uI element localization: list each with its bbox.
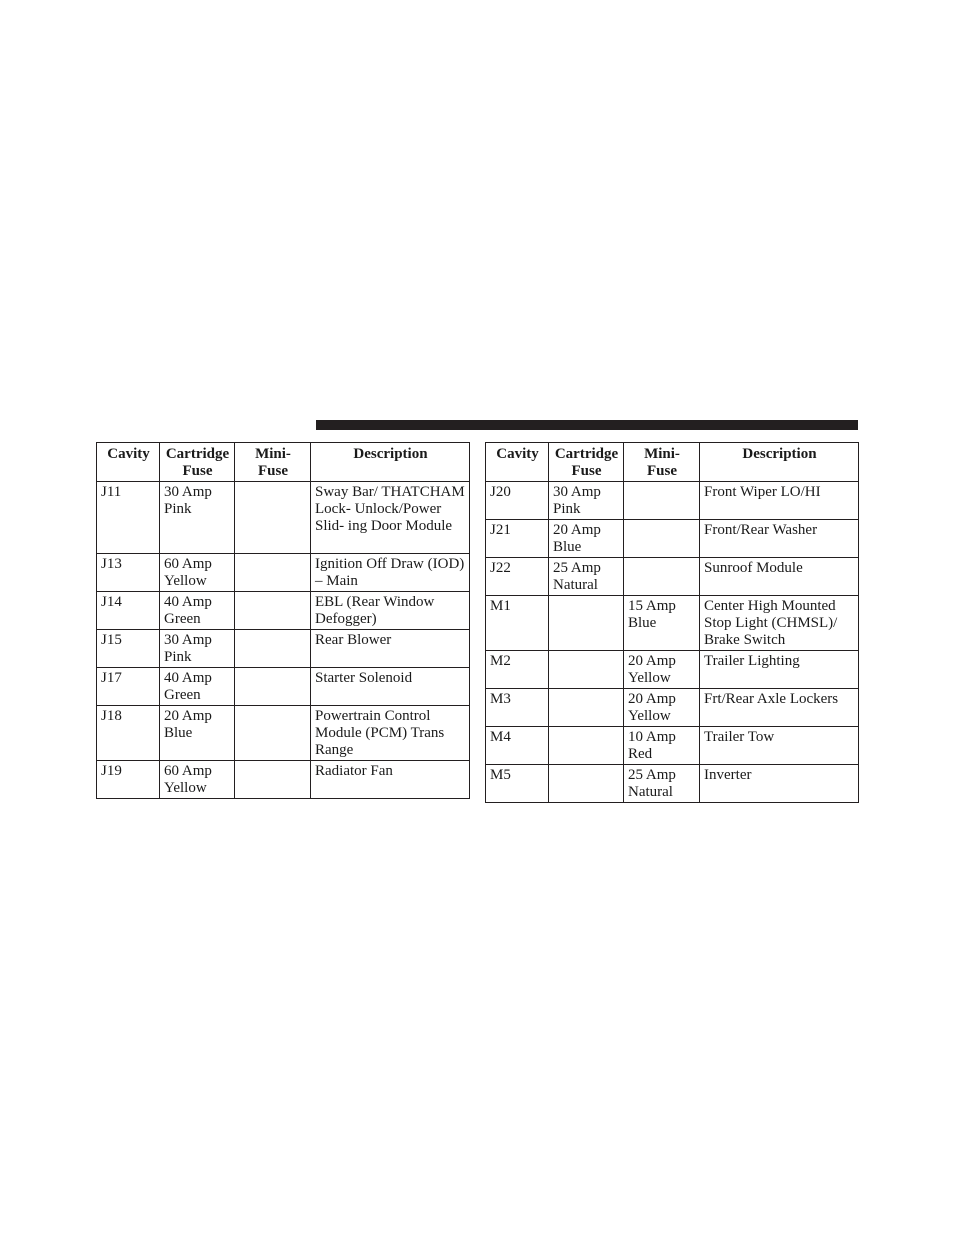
- table-row: [486, 727, 859, 765]
- table-row: [97, 592, 470, 630]
- mini-fuse-cell: [235, 554, 311, 592]
- cartridge-fuse-cell: 60 Amp Yellow: [160, 761, 235, 799]
- cavity-cell: M5: [486, 765, 549, 803]
- table-row: [97, 761, 470, 799]
- mini-fuse-cell: [235, 482, 311, 554]
- cartridge-fuse-cell: [549, 651, 624, 689]
- cavity-cell: J17: [97, 668, 160, 706]
- header-label-line: Fuse: [647, 463, 677, 479]
- table-row: [486, 482, 859, 520]
- mini-fuse-cell: [235, 668, 311, 706]
- header-description: [700, 443, 859, 482]
- header-label-line: Mini-: [644, 446, 680, 462]
- header-mini-fuse: [624, 443, 700, 482]
- cartridge-fuse-cell: 30 Amp Pink: [160, 482, 235, 554]
- header-label-line: Cavity: [496, 446, 539, 462]
- cartridge-fuse-cell: 30 Amp Pink: [160, 630, 235, 668]
- table-row: [97, 554, 470, 592]
- mini-fuse-cell: [235, 592, 311, 630]
- mini-fuse-cell: 20 Amp Yellow: [624, 651, 700, 689]
- cartridge-fuse-cell: 25 Amp Natural: [549, 558, 624, 596]
- mini-fuse-cell: 25 Amp Natural: [624, 765, 700, 803]
- description-cell: Starter Solenoid: [311, 668, 470, 706]
- cavity-cell: J11: [97, 482, 160, 554]
- cavity-cell: J22: [486, 558, 549, 596]
- header-label-line: Cartridge: [165, 446, 230, 462]
- cavity-cell: J14: [97, 592, 160, 630]
- cavity-cell: J13: [97, 554, 160, 592]
- table-row: [486, 558, 859, 596]
- description-cell: Trailer Lighting: [700, 651, 859, 689]
- description-cell: Sunroof Module: [700, 558, 859, 596]
- cavity-cell: M3: [486, 689, 549, 727]
- mini-fuse-cell: 15 Amp Blue: [624, 596, 700, 651]
- description-cell: Inverter: [700, 765, 859, 803]
- header-label-line: Cavity: [107, 446, 150, 462]
- description-cell: Ignition Off Draw (IOD) – Main: [311, 554, 470, 592]
- fuse-table-left: [96, 442, 470, 799]
- header-label-line: Cartridge: [554, 446, 619, 462]
- mini-fuse-cell: [235, 706, 311, 761]
- table-header-row: [486, 443, 859, 482]
- cavity-cell: J19: [97, 761, 160, 799]
- table-row: [486, 520, 859, 558]
- cartridge-fuse-cell: [549, 689, 624, 727]
- mini-fuse-cell: 20 Amp Yellow: [624, 689, 700, 727]
- cartridge-fuse-cell: 30 Amp Pink: [549, 482, 624, 520]
- cavity-cell: M2: [486, 651, 549, 689]
- cartridge-fuse-cell: [549, 596, 624, 651]
- description-cell: Front/Rear Washer: [700, 520, 859, 558]
- header-cartridge-fuse: [160, 443, 235, 482]
- mini-fuse-cell: [235, 761, 311, 799]
- cartridge-fuse-cell: [549, 727, 624, 765]
- mini-fuse-cell: [624, 482, 700, 520]
- table-body: [486, 482, 859, 803]
- description-cell: Rear Blower: [311, 630, 470, 668]
- header-label-line: Fuse: [571, 463, 602, 479]
- cartridge-fuse-cell: 40 Amp Green: [160, 668, 235, 706]
- header-cavity: [97, 443, 160, 482]
- header-label-line: Fuse: [182, 463, 213, 479]
- cartridge-fuse-cell: 60 Amp Yellow: [160, 554, 235, 592]
- description-cell: EBL (Rear Window Defogger): [311, 592, 470, 630]
- description-cell: Sway Bar/ THATCHAM Lock- Unlock/Power Slid- ing Door Module: [311, 482, 470, 554]
- cartridge-fuse-cell: 40 Amp Green: [160, 592, 235, 630]
- cavity-cell: M4: [486, 727, 549, 765]
- header-label-line: Mini-: [255, 446, 291, 462]
- mini-fuse-cell: [235, 630, 311, 668]
- header-label-line: Description: [742, 446, 817, 462]
- cavity-cell: J18: [97, 706, 160, 761]
- cartridge-fuse-cell: 20 Amp Blue: [549, 520, 624, 558]
- description-cell: Powertrain Control Module (PCM) Trans Range: [311, 706, 470, 761]
- table-row: [486, 596, 859, 651]
- table-row: [486, 689, 859, 727]
- cavity-cell: J15: [97, 630, 160, 668]
- table-row: [97, 630, 470, 668]
- table-header-row: [97, 443, 470, 482]
- table-row: [486, 651, 859, 689]
- header-cartridge-fuse: [549, 443, 624, 482]
- header-label-line: Fuse: [258, 463, 288, 479]
- cavity-cell: J20: [486, 482, 549, 520]
- header-description: [311, 443, 470, 482]
- description-cell: Frt/Rear Axle Lockers: [700, 689, 859, 727]
- mini-fuse-cell: [624, 520, 700, 558]
- mini-fuse-cell: [624, 558, 700, 596]
- description-cell: Center High Mounted Stop Light (CHMSL)/ Brake Switch: [700, 596, 859, 651]
- fuse-table-right: [485, 442, 859, 803]
- description-cell: Radiator Fan: [311, 761, 470, 799]
- header-mini-fuse: [235, 443, 311, 482]
- table-row: [486, 765, 859, 803]
- table-row: [97, 668, 470, 706]
- table-row: [97, 482, 470, 554]
- cavity-cell: M1: [486, 596, 549, 651]
- header-label-line: Description: [353, 446, 428, 462]
- mini-fuse-cell: 10 Amp Red: [624, 727, 700, 765]
- cavity-cell: J21: [486, 520, 549, 558]
- description-cell: Front Wiper LO/HI: [700, 482, 859, 520]
- cartridge-fuse-cell: 20 Amp Blue: [160, 706, 235, 761]
- table-row: [97, 706, 470, 761]
- header-cavity: [486, 443, 549, 482]
- cartridge-fuse-cell: [549, 765, 624, 803]
- description-cell: Trailer Tow: [700, 727, 859, 765]
- table-body: [97, 482, 470, 799]
- section-header-bar: [316, 420, 858, 430]
